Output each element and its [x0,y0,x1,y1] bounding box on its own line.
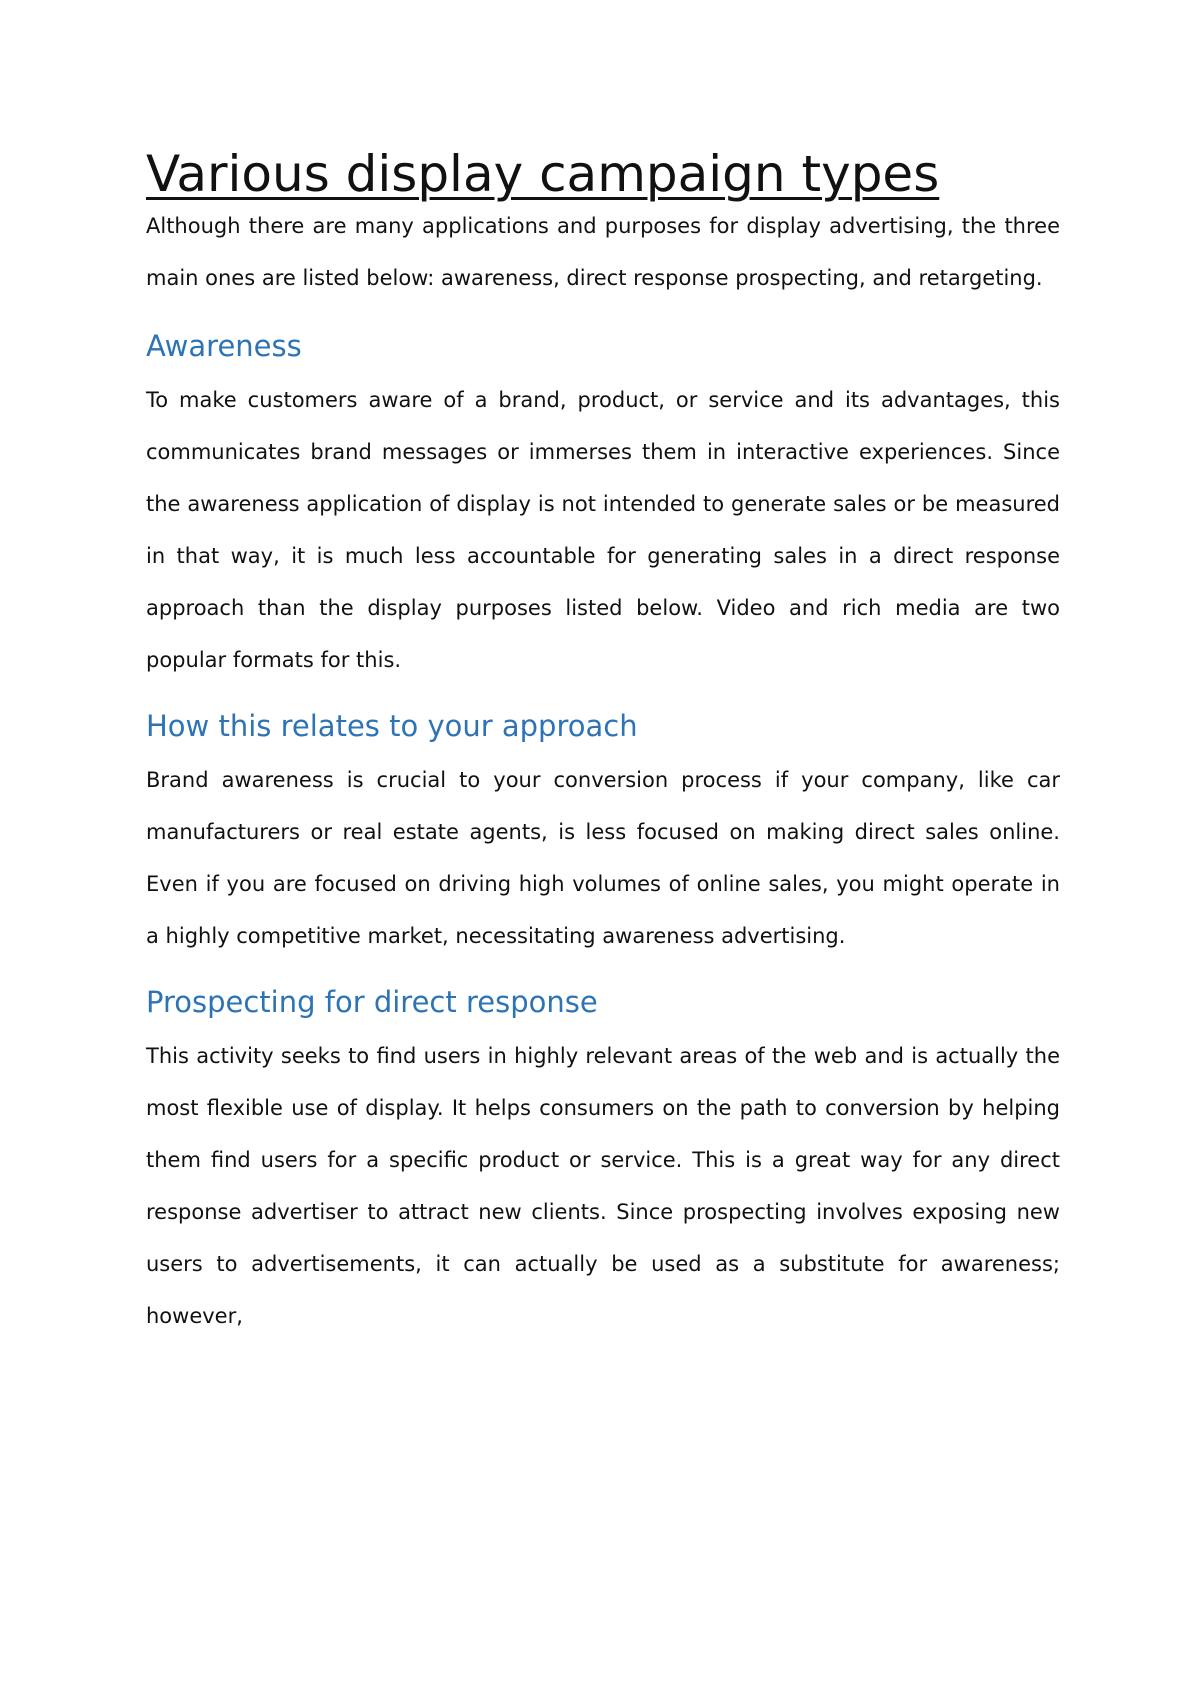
section-body-prospecting: This activity seeks to find users in highly relevant areas of the web and is actually the most flexible use of display. It helps consumers on the path to conversion by helping them find users for a specific product or service. This is a great way for any direct response advertiser to attract new clients. Since prospecting involves exposing new users to advertisements, it can actually be used as a substitute for awareness; however, [146,1044,1060,1328]
section-heading-prospecting: Prospecting for direct response [146,985,598,1019]
section-heading-awareness: Awareness [146,329,302,363]
section-body-approach: Brand awareness is crucial to your conversion process if your company, like car manufacturers or real estate agents, is less focused on making direct sales online. Even if you are focused on driving high volumes of online sales, you might operate in a highly competitive market, necessitating awareness advertising. [146,768,1060,948]
section-body-awareness: To make customers aware of a brand, product, or service and its advantages, this communicates brand messages or immerses them in interactive experiences. Since the awareness application of display is not intended to generate sales or be measured in that way, it is much less accountable for generating sales in a direct response approach than the display purposes listed below. Video and rich media are two popular formats for this. [146,388,1060,672]
document-title: Various display campaign types [146,145,940,203]
section-heading-approach: How this relates to your approach [146,709,638,743]
document-body [146,144,1060,1342]
intro-paragraph: Although there are many applications and purposes for display advertising, the three main ones are listed below: awareness, direct response prospecting, and retargeting. [146,214,1060,290]
